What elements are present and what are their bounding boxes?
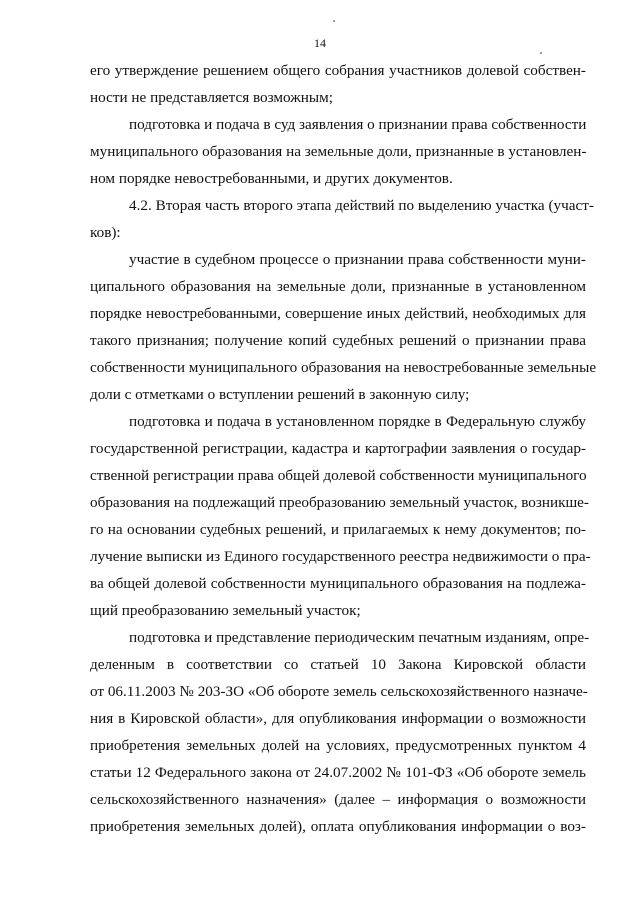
text-line: участие в судебном процессе о признании права собственности муни-: [129, 251, 586, 268]
text-line: доли с отметками о вступлении решений в законную силу;: [90, 386, 470, 403]
scan-speck: [540, 52, 542, 54]
text-line: ва общей долевой собственности муниципального образования на подлежа-: [90, 575, 586, 592]
text-line: ципального образования на земельные доли, признанные в установленном: [90, 278, 586, 295]
text-line: подготовка и представление периодическим печатным изданиям, опре-: [129, 629, 590, 646]
scan-speck: [333, 20, 335, 22]
text-line: подготовка и подача в установленном порядке в Федеральную службу: [129, 413, 586, 430]
page-number: 14: [314, 36, 326, 50]
text-line: ности не представляется возможным;: [90, 89, 333, 106]
text-line: муниципального образования на земельные доли, признанные в установлен-: [90, 143, 587, 160]
text-line: государственной регистрации, кадастра и картографии заявления о государ-: [90, 440, 586, 457]
text-line: сельскохозяйственного назначения» (далее – информация о возможности: [90, 791, 586, 808]
text-line: собственности муниципального образования на невостребованные земельные: [90, 359, 597, 376]
text-line: го на основании судебных решений, и прилагаемых к нему документов; по-: [90, 521, 586, 538]
text-line: порядке невостребованными, совершение иных действий, необходимых для: [90, 305, 586, 322]
text-line: статьи 12 Федерального закона от 24.07.2002 № 101-ФЗ «Об обороте земель: [90, 764, 586, 781]
text-line: 4.2. Вторая часть второго этапа действий по выделению участка (участ-: [129, 197, 594, 214]
text-line: образования на подлежащий преобразованию земельный участок, возникше-: [90, 494, 589, 511]
text-line: его утверждение решением общего собрания участников долевой собствен-: [90, 62, 586, 79]
text-line: ственной регистрации права общей долевой собственности муниципального: [90, 467, 587, 484]
text-line: щий преобразованию земельный участок;: [90, 602, 361, 619]
text-line: лучение выписки из Единого государственного реестра недвижимости о пра-: [90, 548, 591, 565]
text-line: подготовка и подача в суд заявления о признании права собственности: [129, 116, 587, 133]
text-line: деленным в соответствии со статьей 10 Закона Кировской области: [90, 656, 586, 673]
text-line: такого признания; получение копий судебных решений о признании права: [90, 332, 586, 349]
text-line: ния в Кировской области», для опубликования информации о возможности: [90, 710, 586, 727]
text-line: приобретения земельных долей на условиях, предусмотренных пунктом 4: [90, 737, 586, 754]
text-line: приобретения земельных долей), оплата опубликования информации о воз-: [90, 818, 586, 835]
text-line: ном порядке невостребованными, и других документов.: [90, 170, 453, 187]
text-line: от 06.11.2003 № 203-ЗО «Об обороте земель сельскохозяйственного назначе-: [90, 683, 588, 700]
text-line: ков):: [90, 224, 121, 241]
